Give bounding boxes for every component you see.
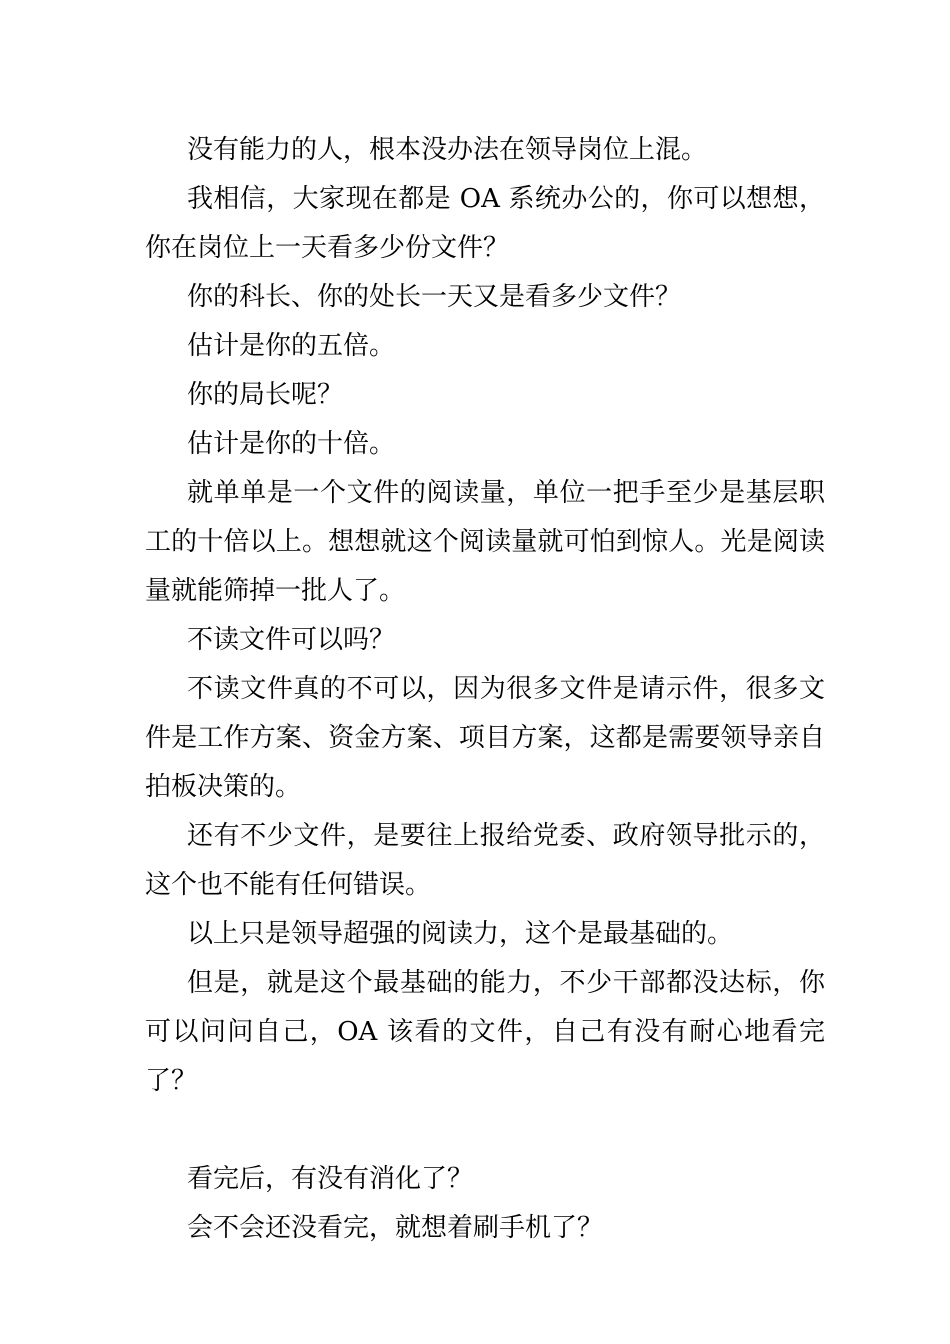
document-body bbox=[145, 126, 825, 1253]
paragraph: 以上只是领导超强的阅读力，这个是最基础的。 bbox=[187, 919, 734, 949]
paragraph: 还有不少文件，是要往上报给党委、政府领导批示的，这个也不能有任何错误。 bbox=[145, 821, 825, 900]
paragraph: 就单单是一个文件的阅读量，单位一把手至少是基层职工的十倍以上。想想就这个阅读量就可怕到惊人。光是阅读量就能筛掉一批人了。 bbox=[145, 478, 825, 606]
paragraph: 会不会还没看完，就想着刷手机了？ bbox=[187, 1213, 604, 1243]
paragraph: 你的科长、你的处长一天又是看多少文件？ bbox=[187, 282, 682, 312]
paragraph: 但是，就是这个最基础的能力，不少干部都没达标，你可以问问自己，OA 该看的文件，自己有没有耐心地看完了？ bbox=[145, 968, 825, 1096]
paragraph: 看完后，有没有消化了？ bbox=[187, 1164, 474, 1194]
paragraph: 估计是你的十倍。 bbox=[187, 429, 396, 459]
paragraph: 你的局长呢？ bbox=[187, 380, 344, 410]
paragraph: 不读文件真的不可以，因为很多文件是请示件，很多文件是工作方案、资金方案、项目方案，这都是需要领导亲自拍板决策的。 bbox=[145, 674, 825, 802]
paragraph-spacer bbox=[145, 1106, 825, 1155]
paragraph: 我相信，大家现在都是 OA 系统办公的，你可以想想，你在岗位上一天看多少份文件？ bbox=[145, 184, 825, 263]
paragraph: 不读文件可以吗？ bbox=[187, 625, 396, 655]
paragraph: 没有能力的人，根本没办法在领导岗位上混。 bbox=[187, 135, 708, 165]
paragraph: 估计是你的五倍。 bbox=[187, 331, 396, 361]
